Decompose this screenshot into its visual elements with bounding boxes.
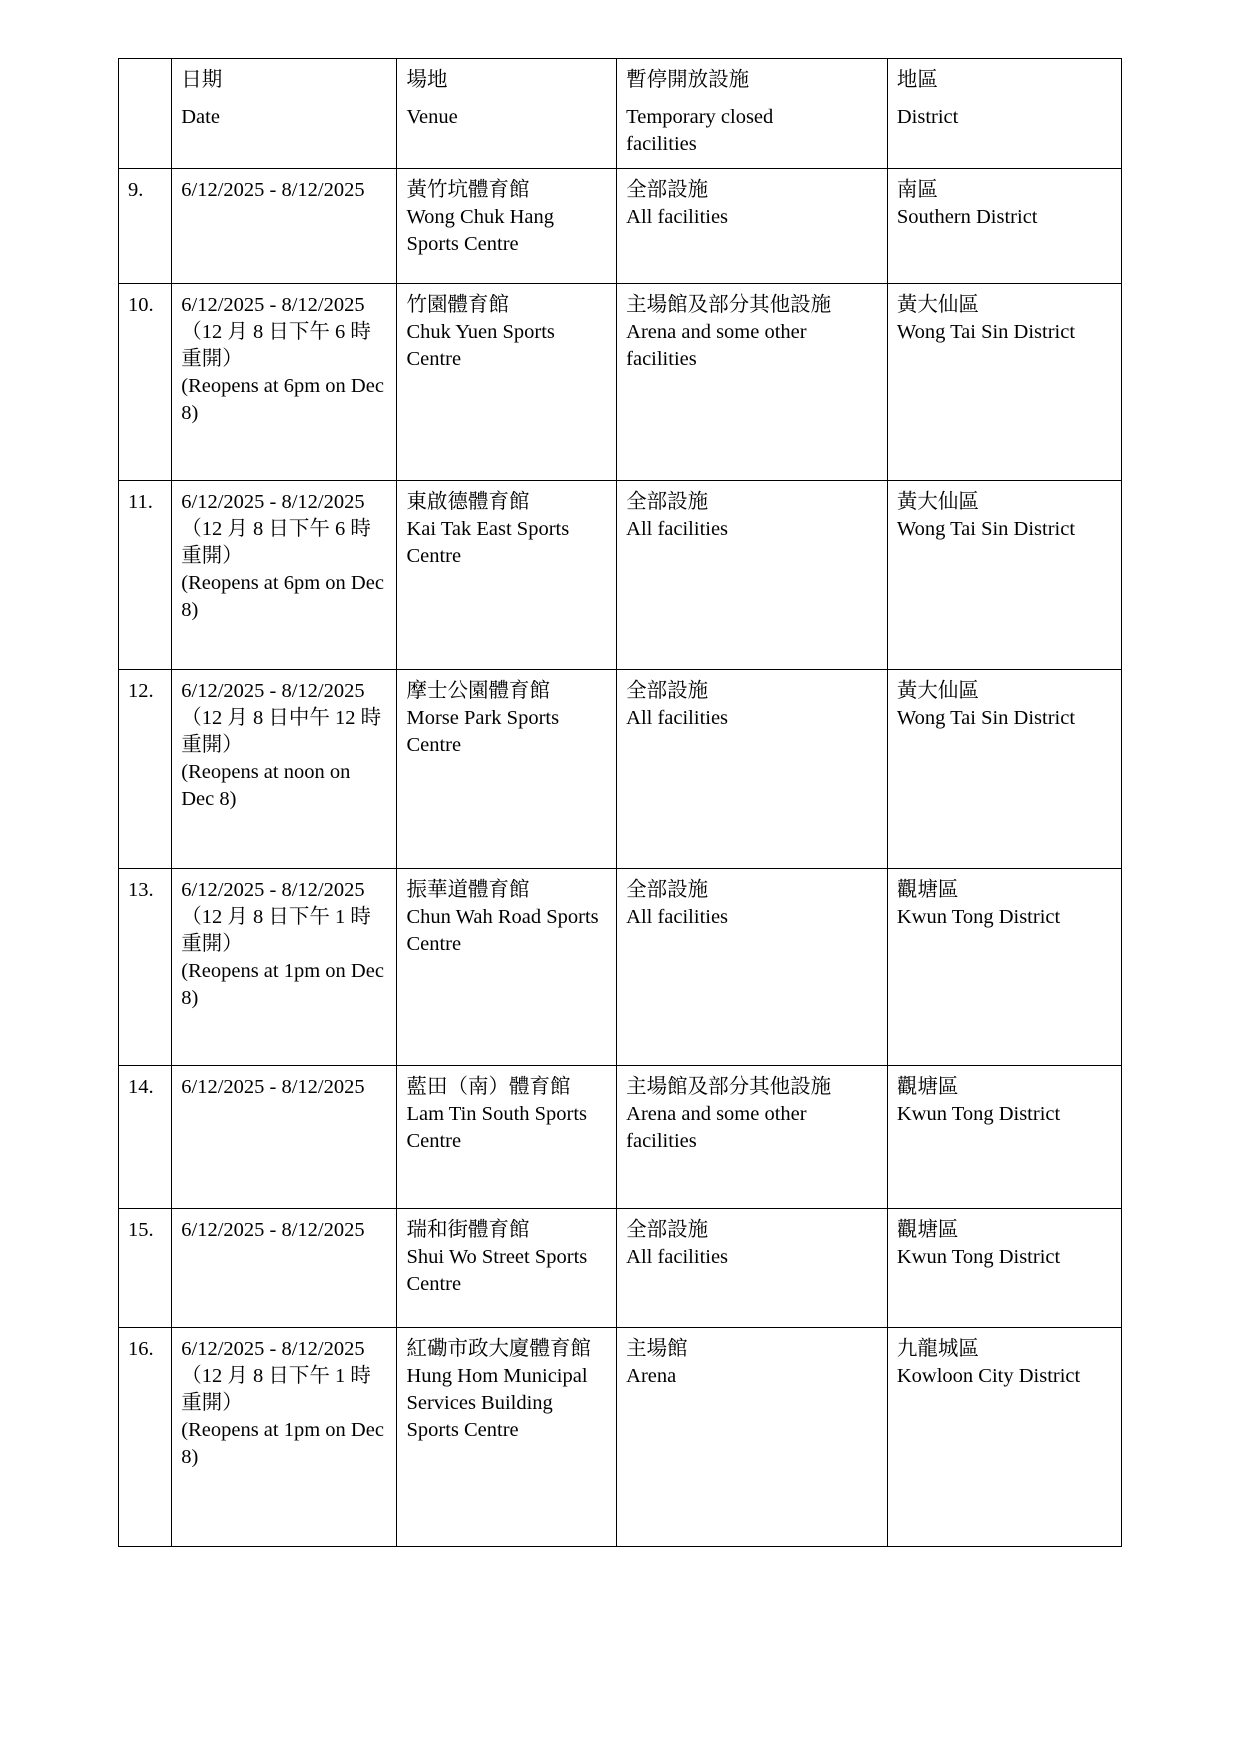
row-facilities-zh: 全部設施 bbox=[626, 491, 709, 514]
row-district bbox=[887, 169, 1121, 284]
row-facilities-zh: 主場館 bbox=[626, 1338, 688, 1361]
row-date bbox=[172, 284, 397, 481]
row-venue bbox=[397, 169, 617, 284]
row-facilities-en: All facilities bbox=[626, 707, 729, 730]
row-date-note-en: (Reopens at noon on Dec 8) bbox=[181, 761, 351, 811]
row-facilities-en: All facilities bbox=[626, 1246, 729, 1269]
row-date-note-zh: （12 月 8 日中午 12 時重開） bbox=[181, 707, 382, 757]
row-facilities bbox=[617, 284, 888, 481]
row-district bbox=[887, 284, 1121, 481]
row-district bbox=[887, 1066, 1121, 1209]
venue-closure-table bbox=[118, 58, 1122, 1547]
row-district-zh: 九龍城區 bbox=[896, 1338, 979, 1361]
row-district-en: Kwun Tong District bbox=[896, 906, 1061, 929]
row-date-range: 6/12/2025 - 8/12/2025 bbox=[181, 294, 365, 317]
row-facilities bbox=[617, 1209, 888, 1328]
table-row bbox=[119, 169, 1122, 284]
table-header bbox=[119, 59, 1122, 169]
header-facilities-en-line2: facilities bbox=[626, 133, 697, 156]
row-date-range: 6/12/2025 - 8/12/2025 bbox=[181, 179, 365, 202]
row-date bbox=[172, 169, 397, 284]
row-venue-en: Chun Wah Road Sports Centre bbox=[406, 906, 599, 956]
row-facilities-zh: 主場館及部分其他設施 bbox=[626, 1076, 832, 1099]
row-number: 15. bbox=[119, 1209, 172, 1328]
row-facilities-zh: 全部設施 bbox=[626, 179, 709, 202]
row-number: 11. bbox=[119, 481, 172, 670]
row-date bbox=[172, 481, 397, 670]
row-date-range: 6/12/2025 - 8/12/2025 bbox=[181, 1076, 365, 1099]
row-venue-zh: 藍田（南）體育館 bbox=[406, 1076, 571, 1099]
row-number: 9. bbox=[119, 169, 172, 284]
row-venue-en: Kai Tak East Sports Centre bbox=[406, 518, 570, 568]
row-district bbox=[887, 481, 1121, 670]
row-district-en: Kwun Tong District bbox=[896, 1103, 1061, 1126]
row-district-en: Wong Tai Sin District bbox=[896, 707, 1076, 730]
header-facilities-en-line1: Temporary closed bbox=[626, 106, 774, 129]
header-date bbox=[172, 59, 397, 169]
row-date-note-zh: （12 月 8 日下午 1 時重開） bbox=[181, 1365, 371, 1415]
table-row bbox=[119, 1328, 1122, 1547]
row-district-en: Southern District bbox=[896, 206, 1038, 229]
header-venue-zh: 場地 bbox=[406, 69, 448, 91]
row-date-note-zh: （12 月 8 日下午 1 時重開） bbox=[181, 906, 371, 956]
table-row bbox=[119, 869, 1122, 1066]
header-facilities bbox=[617, 59, 888, 169]
header-district bbox=[887, 59, 1121, 169]
row-facilities bbox=[617, 1328, 888, 1547]
row-facilities bbox=[617, 670, 888, 869]
table-row bbox=[119, 481, 1122, 670]
row-venue-en: Chuk Yuen Sports Centre bbox=[406, 321, 555, 371]
row-district-en: Kwun Tong District bbox=[896, 1246, 1061, 1269]
row-date bbox=[172, 1066, 397, 1209]
row-date-note-en: (Reopens at 6pm on Dec 8) bbox=[181, 572, 384, 622]
row-facilities-en: Arena and some other facilities bbox=[626, 1103, 807, 1153]
header-district-en: District bbox=[896, 106, 959, 129]
row-venue-zh: 紅磡市政大廈體育館 bbox=[406, 1338, 591, 1361]
row-venue-zh: 竹園體育館 bbox=[406, 294, 509, 317]
row-date-note-zh: （12 月 8 日下午 6 時重開） bbox=[181, 321, 371, 371]
row-venue bbox=[397, 481, 617, 670]
table-row bbox=[119, 1066, 1122, 1209]
row-number: 14. bbox=[119, 1066, 172, 1209]
header-district-zh: 地區 bbox=[896, 69, 938, 91]
row-district bbox=[887, 1328, 1121, 1547]
row-district-zh: 南區 bbox=[896, 179, 938, 202]
row-number: 16. bbox=[119, 1328, 172, 1547]
row-facilities bbox=[617, 869, 888, 1066]
row-venue-en: Hung Hom Municipal Services Building Sports Centre bbox=[406, 1365, 588, 1442]
row-district bbox=[887, 670, 1121, 869]
row-date bbox=[172, 1328, 397, 1547]
row-number: 12. bbox=[119, 670, 172, 869]
row-facilities bbox=[617, 169, 888, 284]
row-venue-en: Wong Chuk Hang Sports Centre bbox=[406, 206, 555, 256]
header-facilities-zh: 暫停開放設施 bbox=[626, 69, 750, 91]
row-venue-zh: 振華道體育館 bbox=[406, 879, 530, 902]
row-date-note-zh: （12 月 8 日下午 6 時重開） bbox=[181, 518, 371, 568]
row-district-en: Wong Tai Sin District bbox=[896, 518, 1076, 541]
row-date bbox=[172, 1209, 397, 1328]
row-facilities-zh: 全部設施 bbox=[626, 1219, 709, 1242]
row-district-zh: 觀塘區 bbox=[896, 1219, 959, 1242]
row-number: 13. bbox=[119, 869, 172, 1066]
row-facilities-zh: 全部設施 bbox=[626, 680, 709, 703]
row-date-range: 6/12/2025 - 8/12/2025 bbox=[181, 491, 365, 514]
row-facilities-en: Arena and some other facilities bbox=[626, 321, 807, 371]
row-date-note-en: (Reopens at 1pm on Dec 8) bbox=[181, 960, 384, 1010]
row-facilities-en: All facilities bbox=[626, 518, 729, 541]
row-date-range: 6/12/2025 - 8/12/2025 bbox=[181, 1338, 365, 1361]
table-row bbox=[119, 284, 1122, 481]
row-venue bbox=[397, 1328, 617, 1547]
row-date-note-en: (Reopens at 1pm on Dec 8) bbox=[181, 1419, 384, 1469]
row-district-zh: 觀塘區 bbox=[896, 1076, 959, 1099]
table-header-row bbox=[119, 59, 1122, 169]
row-facilities bbox=[617, 1066, 888, 1209]
row-venue-en: Lam Tin South Sports Centre bbox=[406, 1103, 588, 1153]
row-facilities-en: Arena bbox=[626, 1365, 677, 1388]
header-number bbox=[119, 59, 172, 169]
row-district-zh: 觀塘區 bbox=[896, 879, 959, 902]
row-venue-en: Morse Park Sports Centre bbox=[406, 707, 560, 757]
row-facilities-zh: 主場館及部分其他設施 bbox=[626, 294, 832, 317]
row-district-zh: 黃大仙區 bbox=[896, 680, 979, 703]
header-date-en: Date bbox=[181, 106, 220, 129]
row-date-range: 6/12/2025 - 8/12/2025 bbox=[181, 879, 365, 902]
table-row bbox=[119, 1209, 1122, 1328]
row-date-range: 6/12/2025 - 8/12/2025 bbox=[181, 680, 365, 703]
row-date-note-en: (Reopens at 6pm on Dec 8) bbox=[181, 375, 384, 425]
row-district-zh: 黃大仙區 bbox=[896, 491, 979, 514]
row-venue-zh: 摩士公園體育館 bbox=[406, 680, 550, 703]
row-facilities-zh: 全部設施 bbox=[626, 879, 709, 902]
row-district-en: Wong Tai Sin District bbox=[896, 321, 1076, 344]
row-facilities-en: All facilities bbox=[626, 906, 729, 929]
row-date-range: 6/12/2025 - 8/12/2025 bbox=[181, 1219, 365, 1242]
row-number: 10. bbox=[119, 284, 172, 481]
row-venue bbox=[397, 869, 617, 1066]
row-venue bbox=[397, 1066, 617, 1209]
row-venue bbox=[397, 1209, 617, 1328]
row-district-en: Kowloon City District bbox=[896, 1365, 1081, 1388]
row-venue bbox=[397, 670, 617, 869]
header-date-zh: 日期 bbox=[181, 69, 223, 91]
row-venue-zh: 東啟德體育館 bbox=[406, 491, 530, 514]
row-venue bbox=[397, 284, 617, 481]
row-venue-zh: 瑞和街體育館 bbox=[406, 1219, 530, 1242]
table-row bbox=[119, 670, 1122, 869]
row-district bbox=[887, 1209, 1121, 1328]
table-body bbox=[119, 169, 1122, 1547]
header-venue bbox=[397, 59, 617, 169]
row-facilities bbox=[617, 481, 888, 670]
row-date bbox=[172, 869, 397, 1066]
row-venue-zh: 黃竹坑體育館 bbox=[406, 179, 530, 202]
row-district bbox=[887, 869, 1121, 1066]
row-date bbox=[172, 670, 397, 869]
header-venue-en: Venue bbox=[406, 106, 458, 129]
row-facilities-en: All facilities bbox=[626, 206, 729, 229]
row-venue-en: Shui Wo Street Sports Centre bbox=[406, 1246, 588, 1296]
row-district-zh: 黃大仙區 bbox=[896, 294, 979, 317]
